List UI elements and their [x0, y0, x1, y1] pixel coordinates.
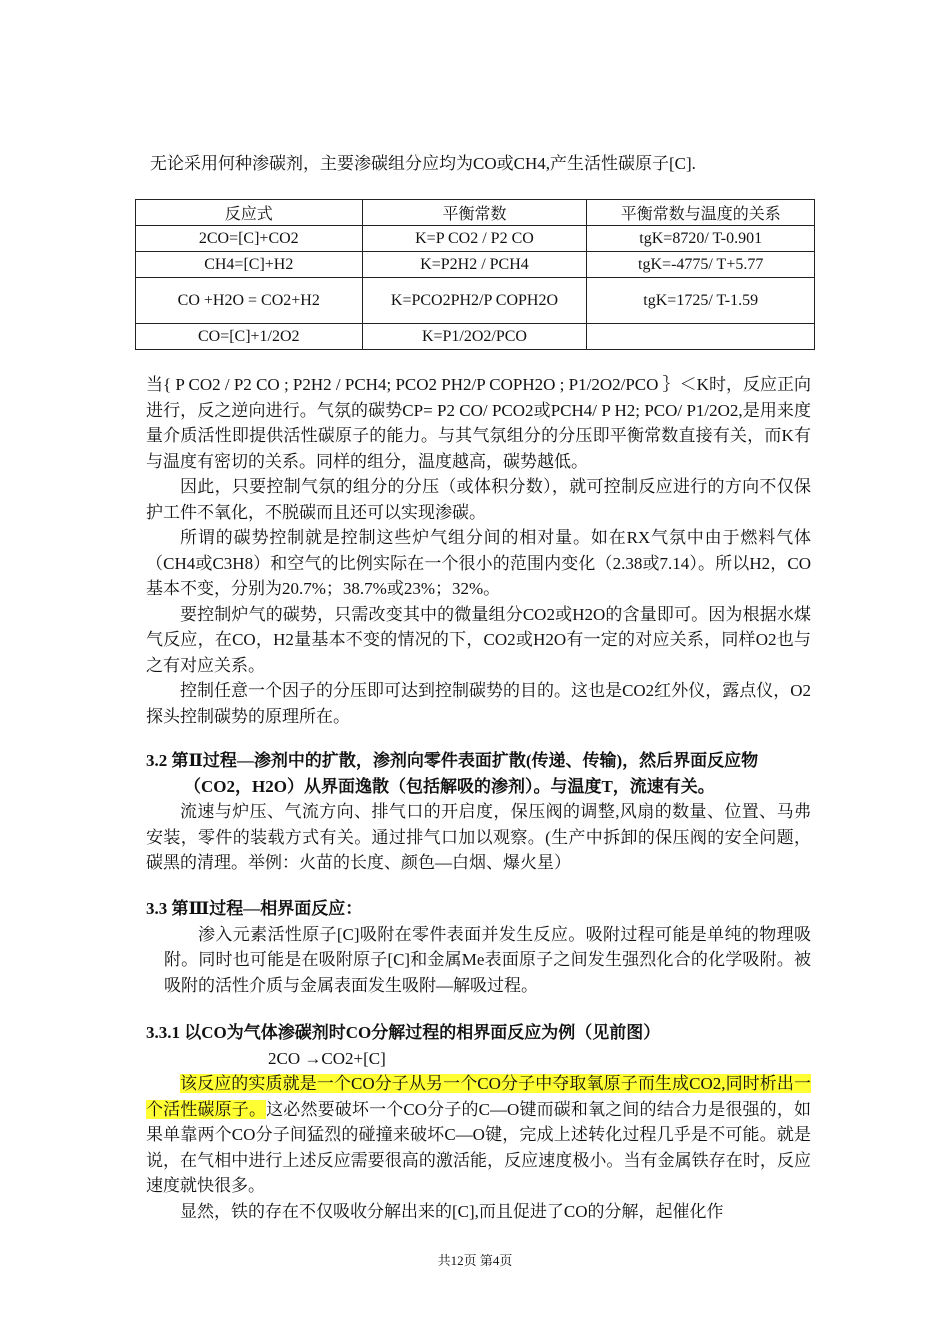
paragraph: 因此，只要控制气氛的组分的分压（或体积分数），就可控制反应进行的方向不仅保护工件不氧化，不脱碳而且还可以实现渗碳。 — [146, 477, 811, 522]
paragraph-text: 这必然要破坏一个CO分子的C—O键而碳和氧之间的结合力是很强的，如果单靠两个CO分子间猛烈的碰撞来破坏C—O键，完成上述转化过程几乎是不可能。就是说，在气相中进行上述反应需要很高的激活能，反应速度极小。当有金属铁存在时，反应速度就快很多。 — [146, 1099, 811, 1195]
paragraph: 流速与炉压、气流方向、排气口的开启度，保压阀的调整,风扇的数量、位置、马弗安装，零件的装载方式有关。通过排气口加以观察。(生产中拆卸的保压阀的安全问题，碳黑的清理。举例：火苗的长度、颜色—白烟、爆火星） — [146, 802, 811, 872]
table-row — [136, 324, 815, 350]
table-cell: K=PCO2PH2/P COPH2O — [362, 278, 587, 324]
table-cell: tgK=-4775/ T+5.77 — [587, 252, 815, 278]
body-section-3-3 — [146, 896, 811, 998]
paragraph: 控制任意一个因子的分压即可达到控制碳势的目的。这也是CO2红外仪，露点仪，O2探头控制碳势的原理所在。 — [146, 681, 811, 726]
paragraph: 要控制炉气的碳势，只需改变其中的微量组分CO2或H2O的含量即可。因为根据水煤气反应，在CO，H2量基本不变的情况的下，CO2或H2O有一定的对应关系，同样O2也与之有对应关系。 — [146, 604, 811, 675]
intro-line: 无论采用何种渗碳剂，主要渗碳组分应均为CO或CH4,产生活性碳原子[C]. — [150, 154, 696, 173]
table-row — [136, 226, 815, 252]
table-cell: K=P CO2 / P2 CO — [362, 226, 587, 252]
table-cell: tgK=8720/ T-0.901 — [587, 226, 815, 252]
highlighted-text: 该反应的实质就是一个CO分子从另一个CO分子中夺取氧原子而生成CO2,同时析出一个活性碳原子。 — [146, 1074, 811, 1119]
paragraph: 当{ P CO2 / P2 CO ; P2H2 / PCH4; PCO2 PH2/P COPH2O ; P1/2O2/PCO ｝＜K时，反应正向进行，反之逆向进行。气氛的碳势CP= P2 CO/ PCO2或PCH4/ P H2; PCO/ P1/2O2,是用来度量介质活性即提供活性碳原子的能力。与其气氛组分的分压即平衡常数直接有关，而K有与温度有密切的关系。同样的组分，温度越高，碳势越低。 — [146, 375, 811, 471]
table-cell: CO=[C]+1/2O2 — [136, 324, 363, 350]
page-footer: 共12页 第4页 — [437, 1253, 513, 1268]
table-header: 反应式 — [136, 200, 363, 226]
table-cell: CH4=[C]+H2 — [136, 252, 363, 278]
section-heading-3-3: 3.3 第Ⅲ过程—相界面反应： — [146, 899, 363, 918]
table-cell: CO +H2O = CO2+H2 — [136, 278, 363, 324]
body-section-3-3-1 — [146, 1020, 811, 1224]
equilibrium-table — [135, 199, 815, 350]
reaction-formula: 2CO →CO2+[C] — [268, 1048, 386, 1068]
table-header: 平衡常数与温度的关系 — [587, 200, 815, 226]
table-cell: K=P1/2O2/PCO — [362, 324, 587, 350]
table-cell: 2CO=[C]+CO2 — [136, 226, 363, 252]
section-heading-3-2: 3.2 第Ⅱ过程—渗剂中的扩散，渗剂向零件表面扩散(传递、传输)，然后界面反应物（CO2，H2O）从界面逸散（包括解吸的渗剂）。与温度T，流速有关。 — [146, 751, 759, 796]
table-cell: K=P2H2 / PCH4 — [362, 252, 587, 278]
table-cell: tgK=1725/ T-1.59 — [587, 278, 815, 324]
body-section-3-2 — [146, 748, 811, 876]
paragraph: 所谓的碳势控制就是控制这些炉气组分间的相对量。如在RX气氛中由于燃料气体（CH4或C3H8）和空气的比例实际在一个很小的范围内变化（2.38或7.14）。所以H2，CO基本不变，分别为20.7%；38.7%或23%；32%。 — [146, 528, 811, 598]
table-cell — [587, 324, 815, 350]
paragraph: 渗入元素活性原子[C]吸附在零件表面并发生反应。吸附过程可能是单纯的物理吸附。同时也可能是在吸附原子[C]和金属Me表面原子之间发生强烈化合的化学吸附。被吸附的活性介质与金属表面发生吸附—解吸过程。 — [164, 924, 811, 995]
paragraph: 显然，铁的存在不仅吸收分解出来的[C],而且促进了CO的分解，起催化作 — [180, 1201, 724, 1221]
table-row — [136, 278, 815, 324]
section-heading-3-3-1: 3.3.1 以CO为气体渗碳剂时CO分解过程的相界面反应为例（见前图） — [146, 1023, 661, 1042]
table-row — [136, 252, 815, 278]
paragraph — [146, 1071, 811, 1199]
table-header: 平衡常数 — [362, 200, 587, 226]
body-section-1 — [146, 372, 811, 729]
